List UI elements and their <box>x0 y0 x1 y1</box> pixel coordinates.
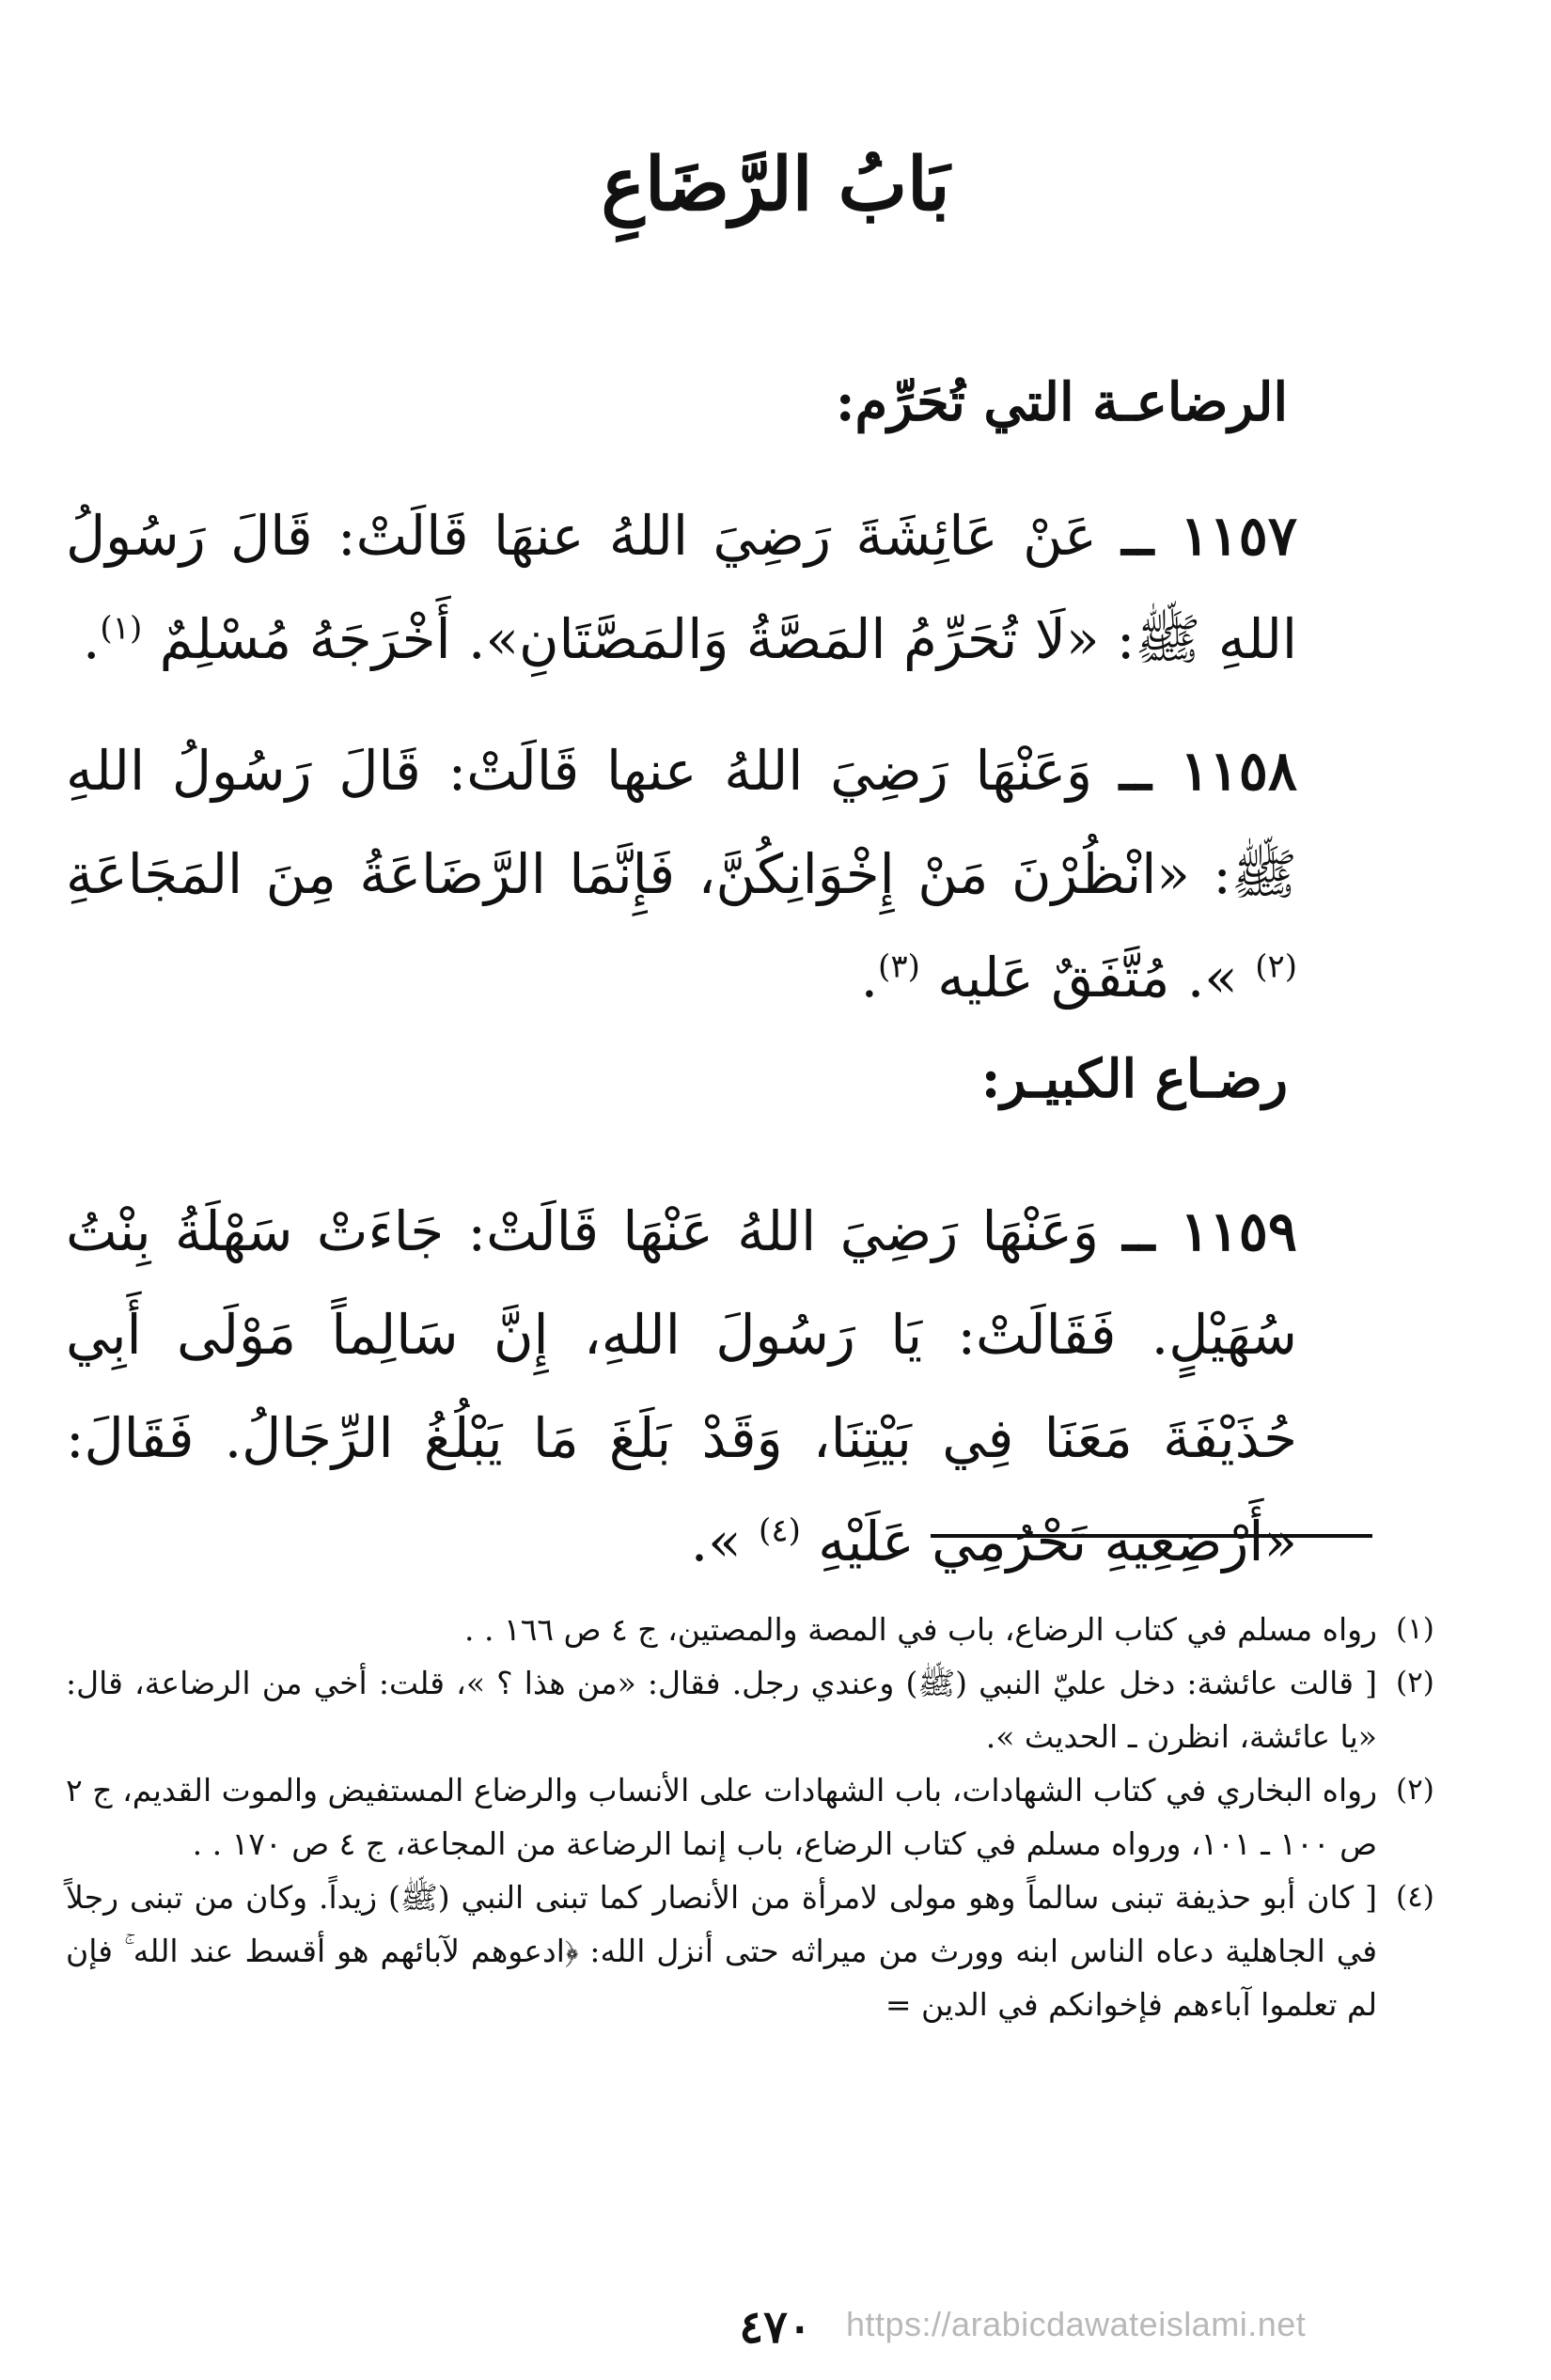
footnote-ref: (٢) <box>1255 947 1297 986</box>
hadith-number: ١١٥٩ ــ <box>1122 1199 1297 1263</box>
footnote-item <box>66 1763 1434 1871</box>
footnote-text: رواه مسلم في كتاب الرضاع، باب في المصة والمصتين، ج ٤ ص ١٦٦ . . <box>464 1611 1377 1648</box>
hadith-1158 <box>66 719 1297 1029</box>
section-heading-adult-nursing: رضـاع الكبيـر: <box>980 1048 1288 1110</box>
footnotes <box>66 1603 1434 2031</box>
footnote-item <box>66 1871 1434 2031</box>
footnote-mark: (٢) <box>1396 1666 1434 1699</box>
footnote-item <box>66 1656 1434 1763</box>
footnote-text: [ قالت عائشة: دخل عليّ النبي (ﷺ) وعندي رجل. فقال: «من هذا ؟ »، قلت: أخي من الرضاعة، قال: «يا عائشة، انظرن ـ الحديث ». <box>66 1665 1377 1755</box>
footnote-text: رواه البخاري في كتاب الشهادات، باب الشهادات على الأنساب والرضاع المستفيض والموت القديم، ج ٢ ص ١٠٠ ـ ١٠١، ورواه مسلم في كتاب الرضاع، باب إنما الرضاعة من المجاعة، ج ٤ ص ١٧٠ . . <box>66 1772 1377 1862</box>
watermark-url: https://arabicdawateislami.net <box>846 2305 1307 2343</box>
hadith-text: عَنْ عَائِشَةَ رَضِيَ اللهُ عنهَا قَالَتْ: قَالَ رَسُولُ اللهِ ﷺ: «لَا تُحَرِّمُ المَصَّةُ وَالمَصَّتَانِ». أَخْرَجَهُ مُسْلِمٌ <box>66 504 1297 671</box>
footnote-mark: (٤) <box>1396 1880 1434 1914</box>
footnote-mark: (١) <box>1396 1612 1434 1646</box>
footnote-item <box>66 1603 1434 1656</box>
hadith-tail: ». <box>690 1510 742 1574</box>
hadith-text: وَعَنْهَا رَضِيَ اللهُ عنها قَالَتْ: قَالَ رَسُولُ اللهِ ﷺ: «انْظُرْنَ مَنْ إِخْوَانِكُنَّ، فَإِنَّمَا الرَّضَاعَةُ مِنَ المَجَاعَةِ <box>66 739 1297 906</box>
chapter-title: بَابُ الرَّضَاعِ <box>601 142 950 227</box>
hadith-tail: . <box>82 607 101 671</box>
hadith-tail-2: . <box>860 946 879 1010</box>
footnote-divider <box>931 1534 1372 1538</box>
section-heading-prohibiting-nursing: الرضاعـة التي تُحَرِّم: <box>835 371 1288 433</box>
footnote-ref: (٣) <box>878 947 920 986</box>
hadith-text: وَعَنْهَا رَضِيَ اللهُ عَنْهَا قَالَتْ: جَاءَتْ سَهْلَةُ بِنْتُ سُهَيْلٍ. فَقَالَتْ: يَا رَسُولَ اللهِ، إِنَّ سَالِماً مَوْلَى أَبِي حُذَيْفَةَ مَعَنَا فِي بَيْتِنَا، وَقَدْ بَلَغَ مَا يَبْلُغُ الرِّجَالُ. فَقَالَ: «أَرْضِعِيهِ تَحْرُمِي عَلَيْهِ <box>66 1199 1297 1574</box>
hadith-1157 <box>66 484 1297 691</box>
hadith-number: ١١٥٧ ــ <box>1121 504 1297 568</box>
page-number: ٤٧٠ <box>739 2301 812 2354</box>
footnote-ref: (١) <box>100 609 143 648</box>
hadith-tail: ». مُتَّفَقٌ عَليه <box>937 946 1238 1010</box>
footnote-ref: (٤) <box>759 1511 801 1550</box>
footnote-text: [ كان أبو حذيفة تبنى سالماً وهو مولى لامرأة من الأنصار كما تبنى النبي (ﷺ) زيداً. وكان من تبنى رجلاً في الجاهلية دعاه الناس ابنه وورث من ميراثه حتى أنزل الله: ﴿ادعوهم لآبائهم هو أقسط عند الله ۚ فإن لم تعلموا آباءهم فإخوانكم في الدين = <box>66 1879 1377 2023</box>
hadith-number: ١١٥٨ ــ <box>1119 739 1297 803</box>
footnote-mark: (٢) <box>1396 1773 1434 1807</box>
hadith-1159 <box>66 1180 1297 1593</box>
